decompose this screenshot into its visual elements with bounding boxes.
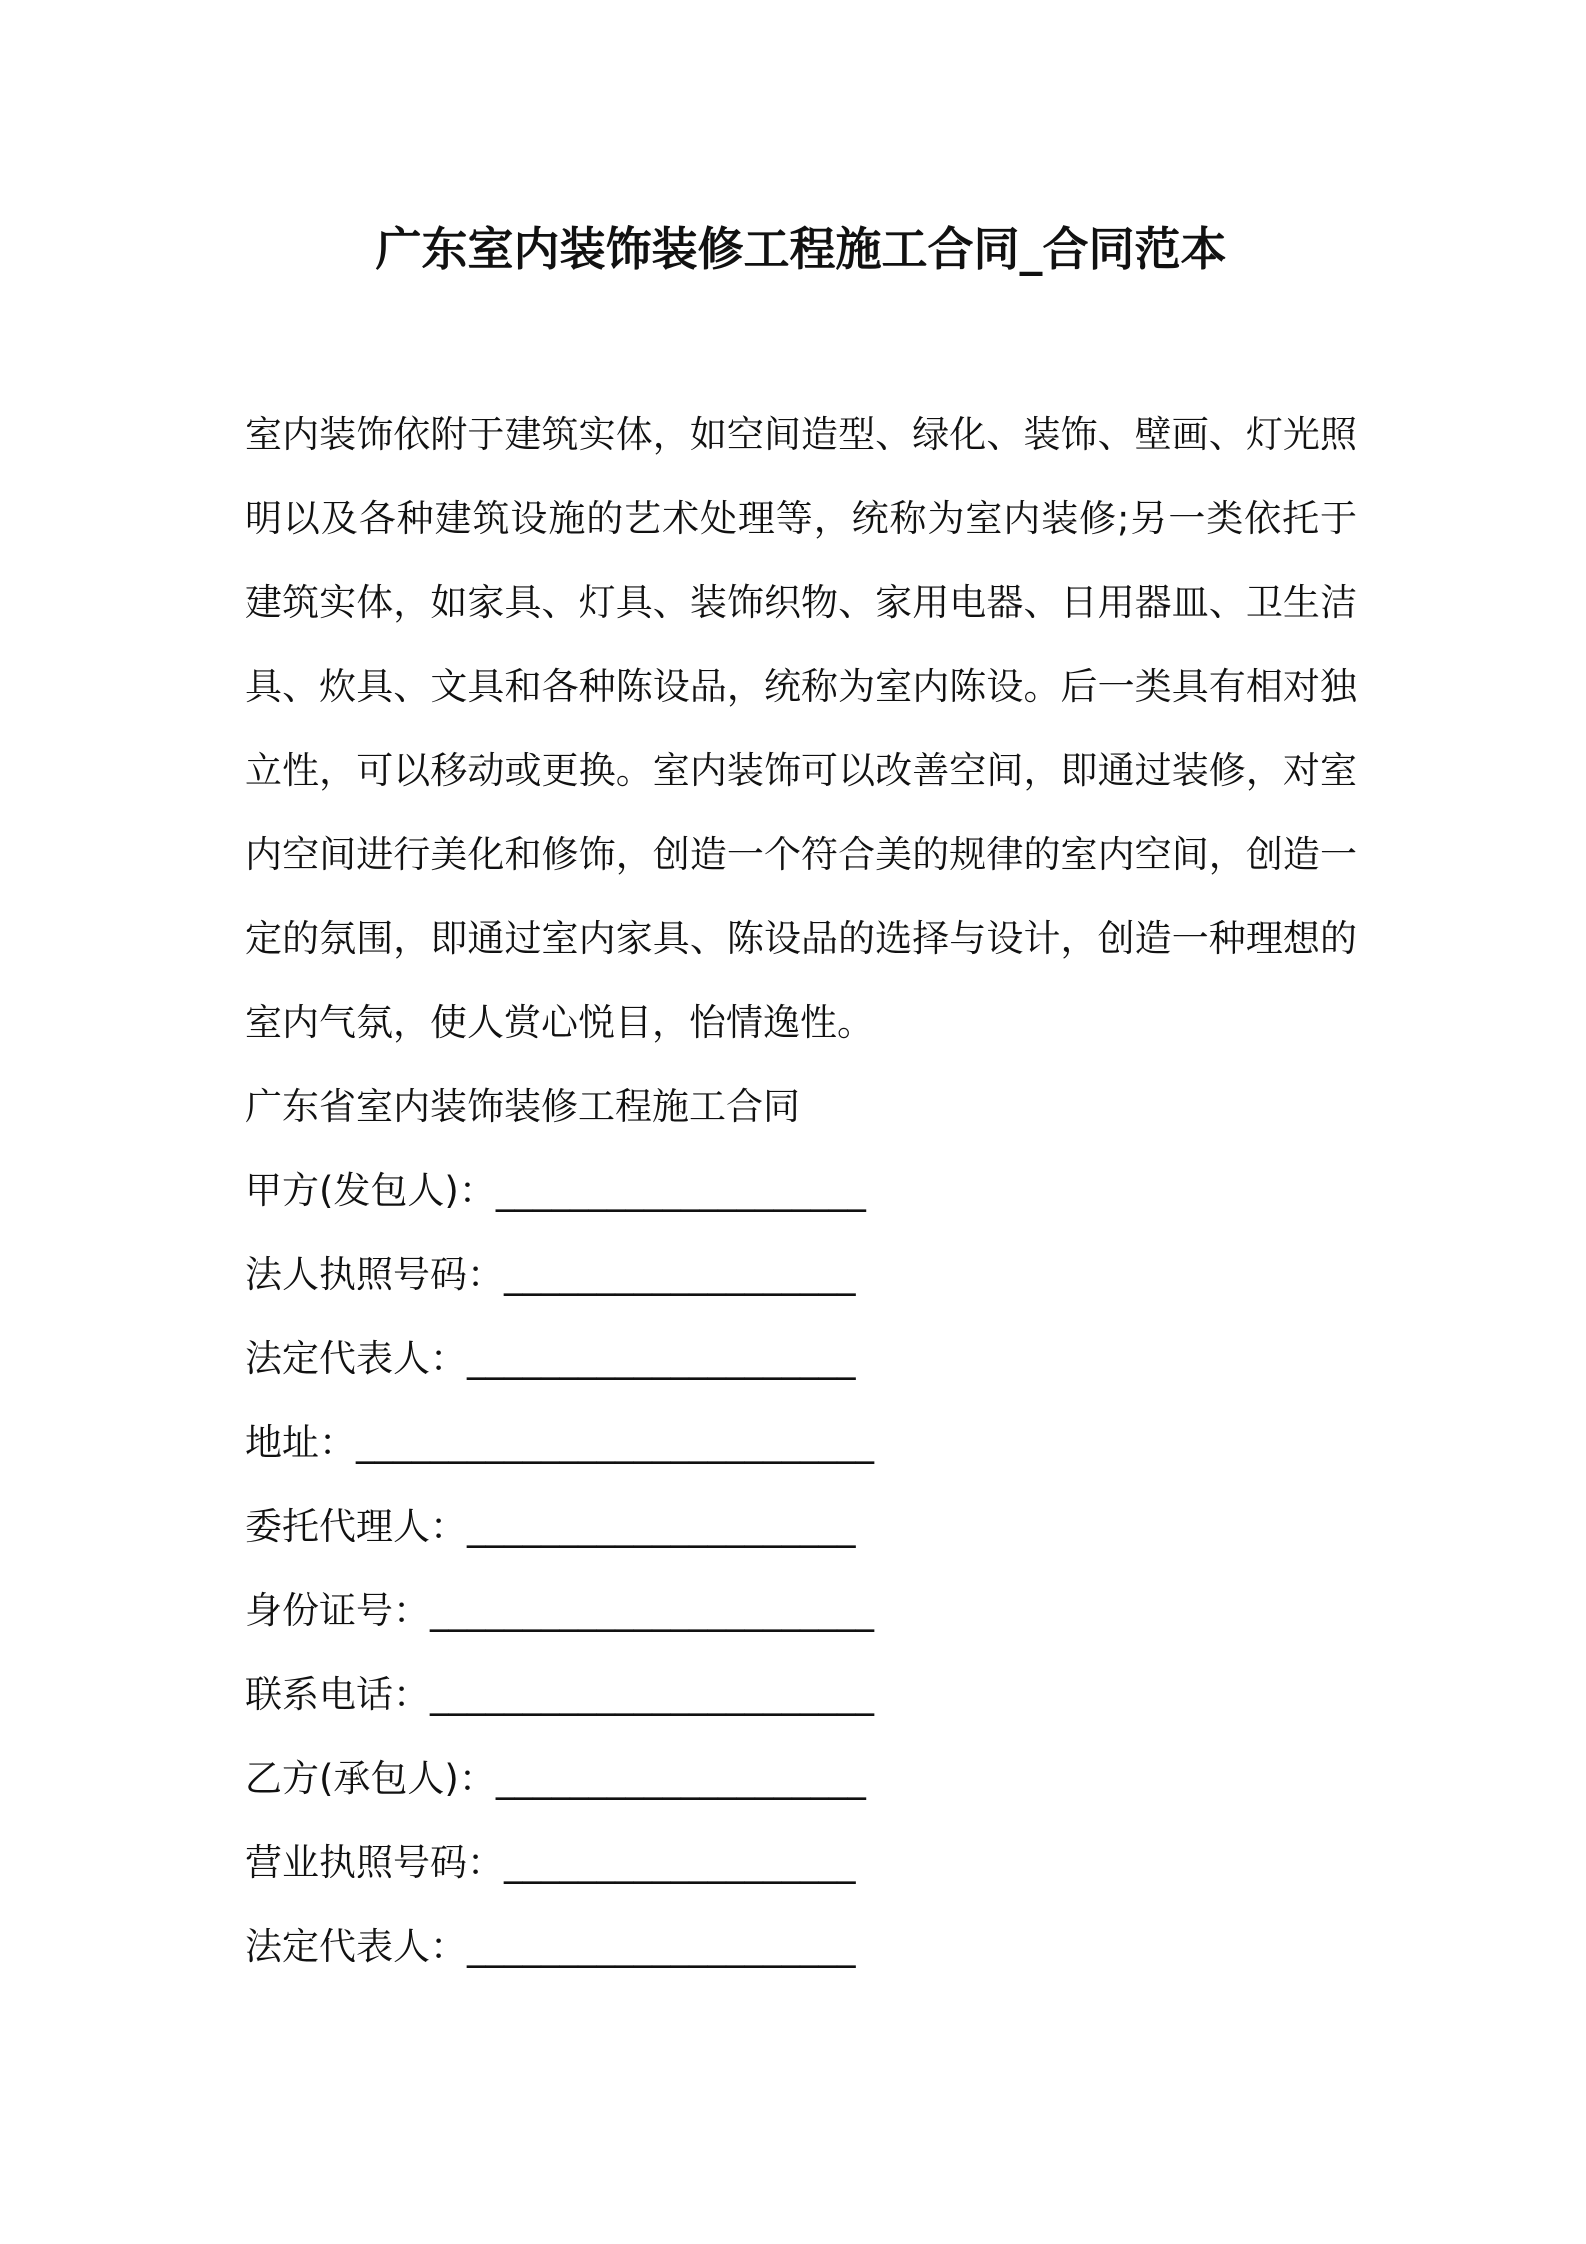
field-blank: ________________________: [430, 1673, 874, 1716]
paragraph-line: 明以及各种建筑设施的艺术处理等，统称为室内装修;另一类依托于: [245, 497, 1357, 540]
field-label: 甲方(发包人)：: [245, 1169, 496, 1212]
field-row-party-b: [245, 1737, 1357, 1821]
field-label: 地址：: [245, 1421, 356, 1464]
party-info-fields: [245, 1149, 1357, 1989]
field-row-id-number: [245, 1569, 1357, 1653]
field-blank: ____________________________: [356, 1421, 874, 1464]
field-row-business-license-number: [245, 1821, 1357, 1905]
paragraph-line: 定的氛围，即通过室内家具、陈设品的选择与设计，创造一种理想的: [245, 917, 1357, 960]
paragraph-line: 室内气氛，使人赏心悦目，怡情逸性。: [245, 1001, 874, 1044]
field-row-authorized-agent: [245, 1485, 1357, 1569]
field-blank: _____________________: [467, 1337, 856, 1380]
document-body: [245, 393, 1357, 1989]
field-label: 联系电话：: [245, 1673, 430, 1716]
field-label: 法人执照号码：: [245, 1253, 504, 1296]
field-row-contact-phone: [245, 1653, 1357, 1737]
field-blank: _____________________: [467, 1925, 856, 1968]
field-blank: ____________________: [495, 1169, 866, 1212]
field-row-legal-license-number: [245, 1233, 1357, 1317]
paragraph-line: 室内装饰依附于建筑实体，如空间造型、绿化、装饰、壁画、灯光照: [245, 413, 1357, 456]
field-blank: ___________________: [504, 1253, 856, 1296]
field-label: 乙方(承包人)：: [245, 1757, 496, 1800]
document-title: 广东室内装饰装修工程施工合同_合同范本: [375, 222, 1227, 276]
field-blank: ___________________: [504, 1841, 856, 1884]
field-label: 营业执照号码：: [245, 1841, 504, 1884]
contract-heading: 广东省室内装饰装修工程施工合同: [245, 1085, 800, 1128]
field-label: 身份证号：: [245, 1589, 430, 1632]
field-row-address: [245, 1401, 1357, 1485]
field-row-legal-representative-a: [245, 1317, 1357, 1401]
paragraph-line: 立性，可以移动或更换。室内装饰可以改善空间，即通过装修，对室: [245, 749, 1357, 792]
field-row-party-a: [245, 1149, 1357, 1233]
field-blank: ________________________: [430, 1589, 874, 1632]
field-blank: _____________________: [467, 1505, 856, 1548]
paragraph-line: 建筑实体，如家具、灯具、装饰织物、家用电器、日用器皿、卫生洁: [245, 581, 1357, 624]
field-label: 法定代表人：: [245, 1925, 467, 1968]
field-blank: ____________________: [495, 1757, 866, 1800]
field-row-legal-representative-b: [245, 1905, 1357, 1989]
field-label: 委托代理人：: [245, 1505, 467, 1548]
intro-paragraph: [245, 393, 1357, 1065]
field-label: 法定代表人：: [245, 1337, 467, 1380]
paragraph-line: 内空间进行美化和修饰，创造一个符合美的规律的室内空间，创造一: [245, 833, 1357, 876]
paragraph-line: 具、炊具、文具和各种陈设品，统称为室内陈设。后一类具有相对独: [245, 665, 1357, 708]
